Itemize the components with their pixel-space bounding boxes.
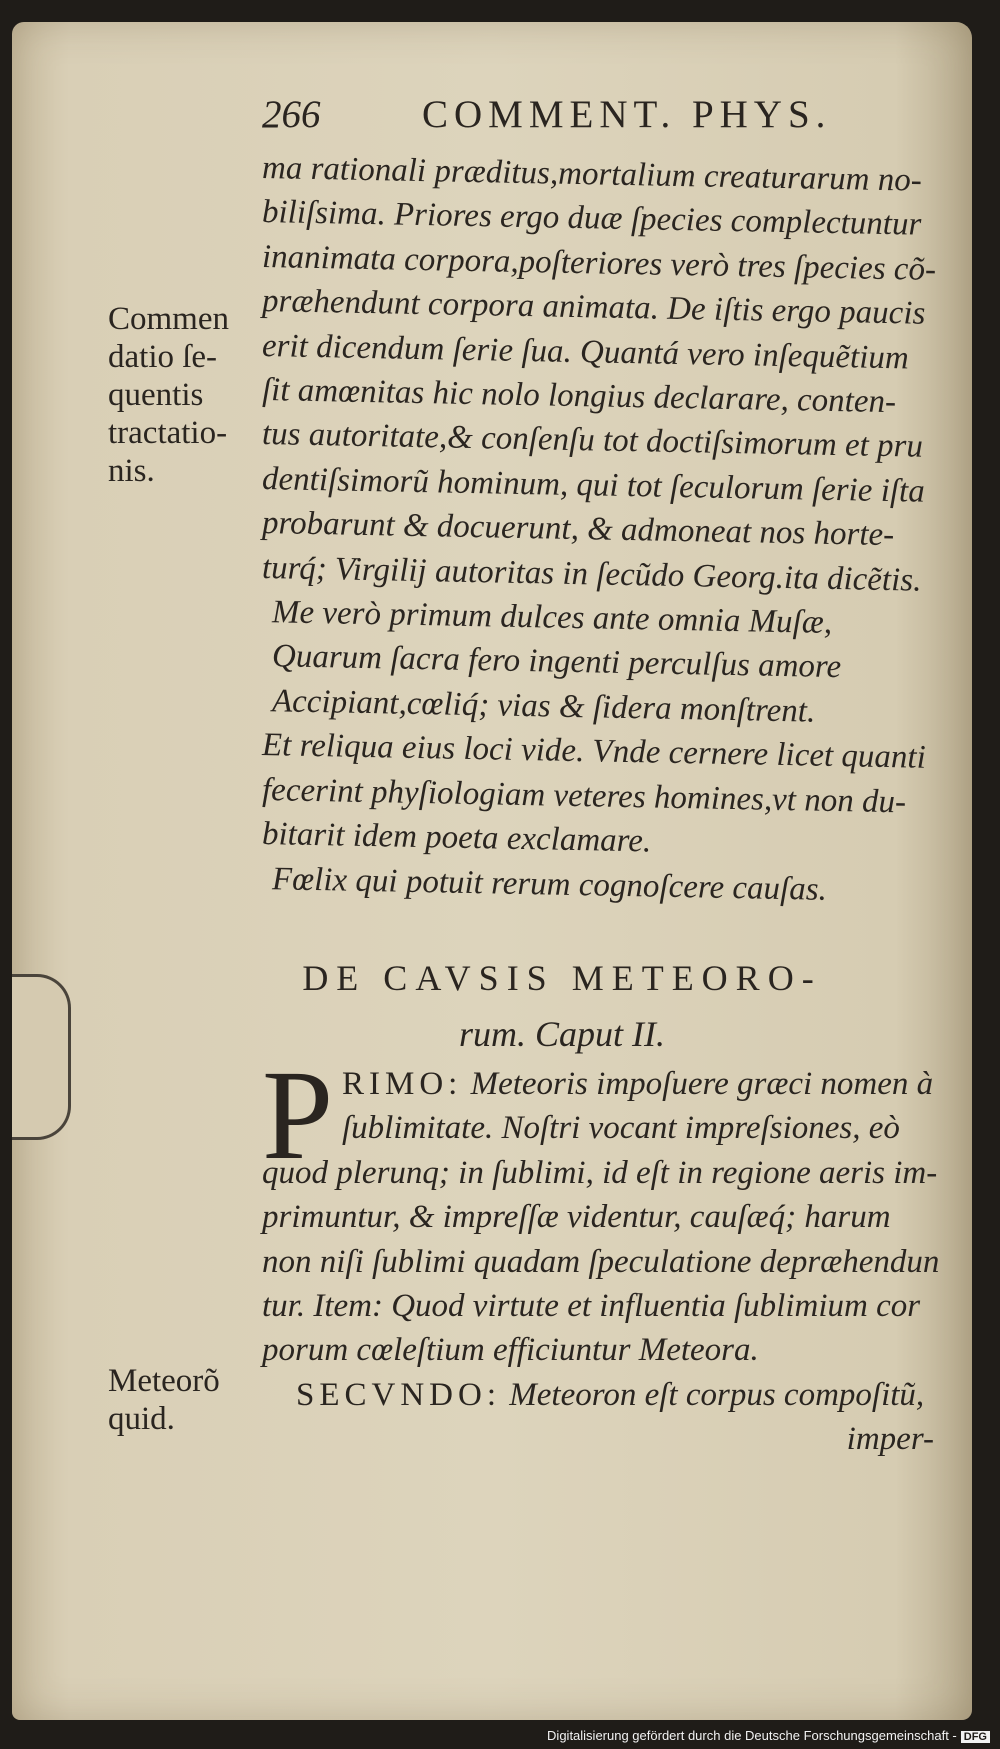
margin-note-meteoron bbox=[108, 1362, 258, 1438]
primo-word: RIMO: bbox=[342, 1066, 463, 1102]
margin-note-commendatio bbox=[108, 300, 258, 490]
catchword: imper- bbox=[846, 1421, 934, 1458]
margin-line: nis. bbox=[108, 453, 155, 489]
running-title: COMMENT. PHYS. bbox=[422, 93, 832, 136]
verse-line: Quarum ſacra fero ingenti perculſus amore bbox=[272, 638, 842, 686]
text-line: inanimata corpora,poſteriores verò tres ſpecies cõ- bbox=[262, 238, 936, 288]
digitization-credit bbox=[547, 1728, 990, 1743]
text-line: erit dicendum ſerie ſua. Quantá vero inſequẽtium bbox=[262, 327, 909, 377]
page-header bbox=[262, 92, 862, 142]
verse-line: Accipiant,cœliq́; vias & ſidera monſtrent. bbox=[272, 683, 816, 730]
text-line: ſublimitate. Noſtri vocant impreſsiones, eò bbox=[342, 1110, 900, 1147]
chapter-text bbox=[262, 1044, 974, 1462]
page-tab-marker bbox=[12, 974, 71, 1140]
text-line: non niſi ſublimi quadam ſpeculatione deprӕhendun bbox=[262, 1243, 940, 1280]
margin-line: datio ſe- bbox=[108, 339, 218, 375]
margin-line: tractatio- bbox=[108, 415, 228, 451]
page-number: 266 bbox=[262, 93, 321, 136]
chapter-heading bbox=[262, 950, 862, 1062]
text-line bbox=[262, 1373, 974, 1417]
text-line: prӕhendunt corpora animata. De iſtis ergo paucis bbox=[262, 283, 926, 332]
text-line: probarunt & docuerunt, & admoneat nos horte- bbox=[262, 505, 895, 554]
text-line: dentiſsimorũ hominum, qui tot ſeculorum ſerie iſta bbox=[262, 460, 925, 510]
text-line: tur. Item: Quod virtute et influentia ſublimium cor bbox=[262, 1288, 921, 1325]
margin-line: Meteorõ bbox=[108, 1363, 220, 1399]
credit-text: Digitalisierung gefördert durch die Deutsche Forschungsgemeinschaft - bbox=[547, 1728, 957, 1743]
text-line: Et reliqua eius loci vide. Vnde cernere licet quanti bbox=[262, 727, 926, 777]
text-line bbox=[262, 1062, 974, 1106]
verse-line: Fœlix qui potuit rerum cognoſcere cauſas. bbox=[272, 860, 827, 908]
line-text: Meteoris impoſuere grӕci nomen à bbox=[470, 1066, 934, 1102]
dfg-logo: DFG bbox=[961, 1731, 990, 1743]
text-line: porum cœleſtium efficiuntur Meteora. bbox=[262, 1332, 759, 1369]
line-text: Meteoron eſt corpus compoſitũ, bbox=[509, 1376, 925, 1413]
text-line: turq́; Virgilij autoritas in ſecũdo Georg.ita dicẽtis. bbox=[262, 549, 922, 599]
text-line: biliſsima. Priores ergo duӕ ſpecies complectuntur bbox=[262, 194, 922, 244]
text-line: primuntur, & impreſſӕ videntur, cauſӕq́; harum bbox=[262, 1199, 891, 1236]
margin-line: quid. bbox=[108, 1401, 175, 1437]
verse-line: Me verò primum dulces ante omnia Muſӕ, bbox=[272, 594, 832, 642]
text-line: ſit amœnitas hic nolo longius declarare, conten- bbox=[262, 372, 896, 421]
text-line: ma rationali prӕditus,mortalium creaturarum no- bbox=[262, 150, 922, 199]
drop-cap: P bbox=[262, 1044, 334, 1186]
text-line: quod plerunq; in ſublimi, id eſt in regione aeris im- bbox=[262, 1154, 938, 1191]
body-text bbox=[262, 146, 974, 908]
text-line: tus autoritate,& conſenſu tot doctiſsimorum et pru bbox=[262, 416, 923, 466]
chapter-heading-line1: DE CAVSIS METEORO- bbox=[302, 958, 822, 998]
margin-line: quentis bbox=[108, 377, 204, 413]
secundo-word: SECVNDO: bbox=[296, 1376, 502, 1413]
text-line: fecerint phyſiologiam veteres homines,vt non du- bbox=[262, 771, 906, 821]
text-line: bitarit idem poeta exclamare. bbox=[262, 816, 652, 860]
margin-line: Commen bbox=[108, 301, 229, 337]
chapter-heading-line2: rum. Caput II. bbox=[459, 1014, 665, 1054]
